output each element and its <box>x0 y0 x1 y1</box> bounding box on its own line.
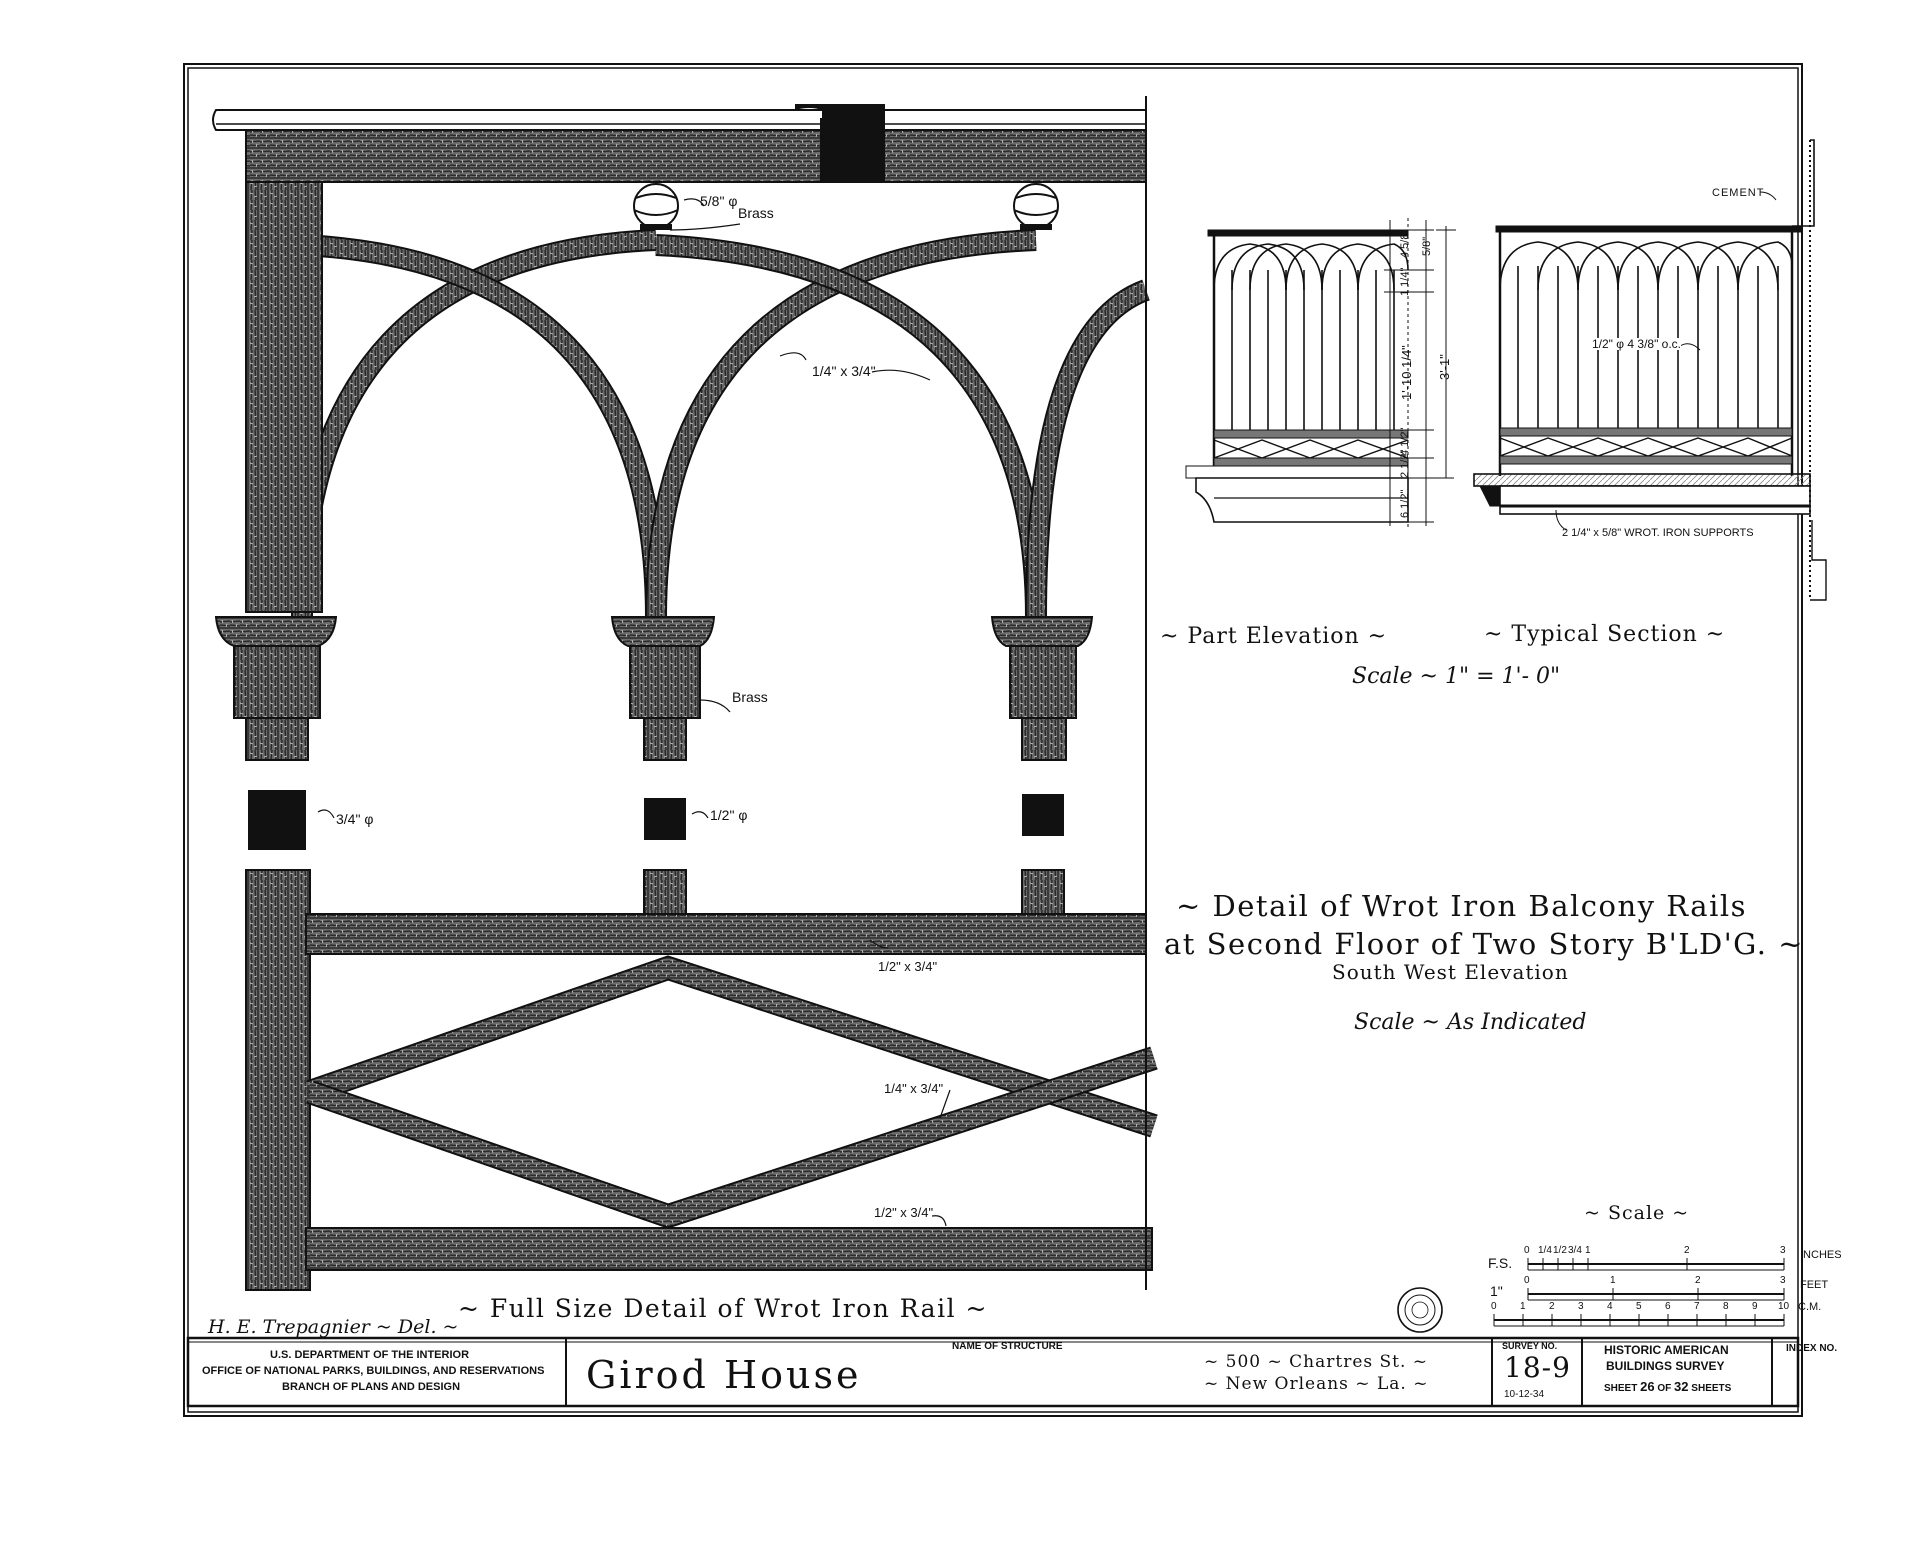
dim-6-1-2: 6 1/2" <box>1399 489 1411 518</box>
sheet-total: 32 <box>1674 1379 1689 1394</box>
scale-fs-unit: INCHES <box>1800 1249 1842 1261</box>
scale-cm-tick-8: 8 <box>1723 1301 1729 1312</box>
cement-label: CEMENT <box>1712 187 1765 199</box>
name-of-structure-label: NAME OF STRUCTURE <box>952 1341 1063 1352</box>
scale-cm-tick-6: 6 <box>1665 1301 1671 1312</box>
brass-ball-left <box>634 184 678 230</box>
scale-cm-tick-5: 5 <box>1636 1301 1642 1312</box>
scale-cm-tick-7: 7 <box>1694 1301 1700 1312</box>
post-left-upper <box>246 182 322 612</box>
scale-fs-tick-5: 2 <box>1684 1245 1690 1256</box>
post-left-lower <box>246 870 310 1290</box>
survey-number: 18-9 <box>1504 1351 1571 1384</box>
post-section-middle <box>644 798 686 840</box>
rail-lower <box>306 1228 1152 1270</box>
callout-ball-material: Brass <box>738 205 774 221</box>
scale-fs-label: F.S. <box>1488 1255 1513 1271</box>
scale-fs-tick-3: 3/4 <box>1568 1245 1582 1256</box>
scale-inch-tick-3: 3 <box>1780 1275 1786 1286</box>
index-no-label: INDEX NO. <box>1786 1343 1838 1354</box>
scale-inch-tick-2: 2 <box>1695 1275 1701 1286</box>
dim-1-1-4: 1 1/4" <box>1399 267 1411 296</box>
sheet-number: 26 <box>1640 1379 1655 1394</box>
sheets-word: SHEETS <box>1691 1383 1732 1394</box>
address-line2: ~ New Orleans ~ La. ~ <box>1204 1374 1429 1394</box>
survey-date: 10-12-34 <box>1504 1389 1545 1400</box>
sheet-word: SHEET <box>1604 1383 1638 1394</box>
diamond-lattice <box>310 968 1154 1216</box>
part-elevation-title: ~ Part Elevation ~ <box>1160 624 1388 649</box>
delineator-signature: H. E. Trepagnier ~ Del. ~ <box>208 1316 459 1338</box>
rail-upper <box>306 914 1146 954</box>
post-right-lower <box>1022 870 1064 915</box>
habs-line1: HISTORIC AMERICAN <box>1604 1343 1729 1357</box>
scale-inch-tick-0: 0 <box>1524 1275 1530 1286</box>
callout-collar-material: Brass <box>732 689 768 705</box>
scale-fs-tick-1: 1/4 <box>1538 1245 1552 1256</box>
cap-rail-molding <box>213 110 1146 130</box>
supports-label: 2 1/4" x 5/8" WROT. IRON SUPPORTS <box>1562 527 1754 539</box>
typical-section-title: ~ Typical Section ~ <box>1484 622 1726 647</box>
cap-rail-bar <box>246 130 1146 182</box>
post-section-left <box>248 790 306 850</box>
part-elevation-drawing <box>1186 218 1456 530</box>
collar-left <box>216 617 336 760</box>
of-word: OF <box>1657 1383 1672 1394</box>
scale-cm-tick-3: 3 <box>1578 1301 1584 1312</box>
brass-ball-right <box>1014 184 1058 230</box>
scale-title: ~ Scale ~ <box>1584 1202 1690 1224</box>
address-line1: ~ 500 ~ Chartres St. ~ <box>1204 1352 1429 1372</box>
scale-fs-tick-0: 0 <box>1524 1245 1530 1256</box>
callout-post-middle: 1/2" φ <box>710 807 748 823</box>
scale-cm-tick-2: 2 <box>1549 1301 1555 1312</box>
scale-cm-unit: C.M. <box>1798 1301 1822 1313</box>
post-middle-lower <box>644 870 686 915</box>
scale-cm-tick-0: 0 <box>1491 1301 1497 1312</box>
dim-5-8: 5/8" <box>1421 236 1433 256</box>
baluster-spacing-label: 1/2" φ 4 3/8" o.c. <box>1592 337 1682 351</box>
callout-rail-upper: 1/2" x 3/4" <box>878 959 938 974</box>
main-title-line1: ~ Detail of Wrot Iron Balcony Rails <box>1176 889 1748 923</box>
agency-line2: OFFICE OF NATIONAL PARKS, BUILDINGS, AND RESERVATIONS <box>202 1365 545 1377</box>
scale-inch-label: 1" <box>1490 1283 1503 1299</box>
callout-ball-size: 5/8" φ <box>700 193 738 209</box>
main-title-scale: Scale ~ As Indicated <box>1354 1010 1587 1035</box>
full-size-rail-detail <box>213 96 1154 1290</box>
collar-right <box>992 617 1092 760</box>
scale-cm-tick-4: 4 <box>1607 1301 1613 1312</box>
scale-cm-tick-10: 10 <box>1778 1301 1790 1312</box>
main-title-line2: at Second Floor of Two Story B'LD'G. ~ <box>1164 927 1805 961</box>
dim-2-1-2: 2 1/2" <box>1399 449 1411 478</box>
scale-fs-tick-2: 1/2 <box>1553 1245 1567 1256</box>
callout-arch-bar: 1/4" x 3/4" <box>812 363 876 379</box>
arches <box>302 240 1146 617</box>
scale-cm-tick-1: 1 <box>1520 1301 1526 1312</box>
callout-diamond-bar: 1/4" x 3/4" <box>884 1081 944 1096</box>
scale-fs-tick-4: 1 <box>1585 1245 1591 1256</box>
collar-middle <box>612 617 714 760</box>
scale-cm-tick-9: 9 <box>1752 1301 1758 1312</box>
dim-4-1-2: 4 1/2" <box>1399 427 1411 456</box>
main-title-line3: South West Elevation <box>1332 960 1569 984</box>
graphic-scale <box>1494 1258 1784 1326</box>
dim-1-10-1-4: 1'-10 1/4" <box>1399 345 1414 400</box>
callout-rail-lower: 1/2" x 3/4" <box>874 1205 934 1220</box>
elevation-scale-label: Scale ~ 1" = 1'- 0" <box>1352 664 1561 689</box>
dim-4-5-8: 4 5/8" <box>1399 229 1411 258</box>
scale-fs-tick-6: 3 <box>1780 1245 1786 1256</box>
habs-line2: BUILDINGS SURVEY <box>1606 1359 1725 1373</box>
full-size-detail-title: ~ Full Size Detail of Wrot Iron Rail ~ <box>458 1294 988 1323</box>
agency-line1: U.S. DEPARTMENT OF THE INTERIOR <box>270 1349 470 1361</box>
survey-no-label: SURVEY NO. <box>1502 1341 1558 1351</box>
callout-post-left: 3/4" φ <box>336 811 374 827</box>
dim-3-1: 3'-1" <box>1437 354 1452 380</box>
post-section-right <box>1022 794 1064 836</box>
scale-inch-unit: FEET <box>1800 1279 1829 1291</box>
structure-name: Girod House <box>586 1353 862 1397</box>
habs-seal <box>1398 1288 1442 1332</box>
scale-inch-tick-1: 1 <box>1610 1275 1616 1286</box>
agency-line3: BRANCH OF PLANS AND DESIGN <box>282 1381 461 1393</box>
sheet-counter <box>1604 1380 1731 1394</box>
